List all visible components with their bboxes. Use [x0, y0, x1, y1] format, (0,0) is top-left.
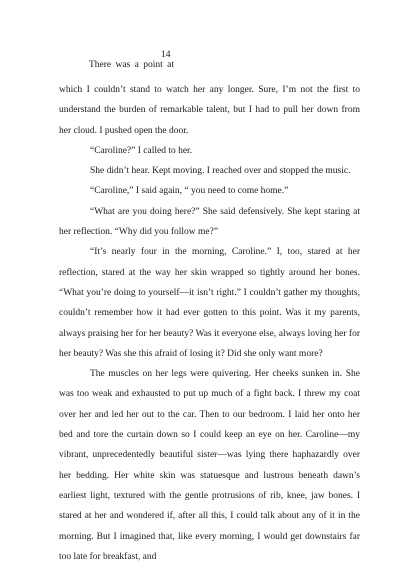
paragraph: She didn’t hear. Kept moving. I reached over and stopped the music.: [90, 166, 351, 177]
body-text: [59, 80, 360, 567]
paragraph-opening-line: There was a point at: [89, 60, 175, 70]
paragraph: The muscles on her legs were quivering. Her cheeks sunken in. She was too weak and exhausted to put up much of a fight back. I threw my coat over her and led her out to the car. Then to our bedroom. I laid her onto her bed and tore the curtain down so I could keep an eye on her. Caroline—my vibrant, unprecedentedly beautiful sister—was lying there haphazardly over her bedding. Her white skin was statuesque and lustrous beneath dawn’s earliest light, textured with the gentle protrusions of rib, knee, jaw bones. I stared at her and wondered if, after all this, I could talk about any of it in the morning. But I imagined that, like every morning, I would get downstairs far too late for breakfast, and: [59, 369, 360, 562]
paragraph: “Caroline,” I said again, “ you need to come home.”: [90, 186, 289, 197]
paragraph: “What are you doing here?” She said defensively. She kept staring at her reflection. “Why did you follow me?”: [59, 206, 360, 238]
page-number: 14: [161, 50, 171, 60]
paragraph: “It’s nearly four in the morning, Caroline.” I, too, stared at her reflection, stared at the way her skin wrapped so tightly around her bones. “What you’re doing to yourself—it isn’t right.” I couldn’t gather my thoughts, couldn’t remember how it had ever gotten to this point. Was it my parents, always praising her for her beauty? Was it everyone else, always loving her for her beauty? Was she this afraid of losing it? Did she only want more?: [59, 247, 360, 359]
paragraph: “Caroline?” I called to her.: [90, 145, 193, 156]
paragraph: which I couldn’t stand to watch her any longer. Sure, I’m not the first to understand the burden of remarkable talent, but I had to pull her down from her cloud. I pushed open the door.: [59, 85, 360, 136]
